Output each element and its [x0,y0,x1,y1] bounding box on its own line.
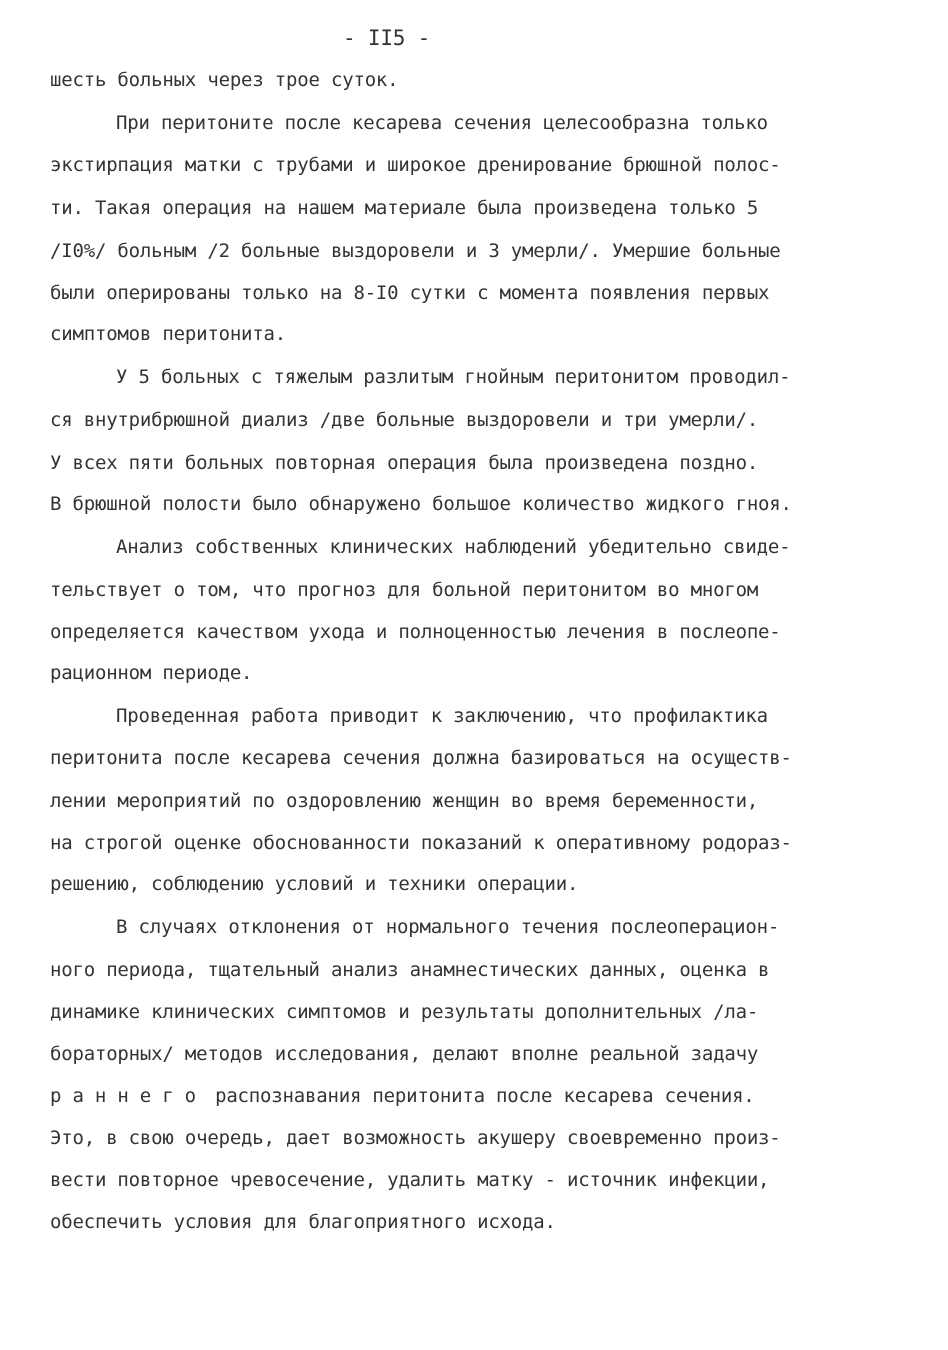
text-line: ного периода, тщательный анализ анамнестических данных, оценка в [50,959,770,981]
text-line: определяется качеством ухода и полноценностью лечения в послеопе- [50,621,781,643]
text-line: При перитоните после кесарева сечения целесообразна только [116,112,768,134]
text-line: рационном периоде. [50,662,253,684]
text-line: /I0%/ больным /2 больные выздоровели и 3 умерли/. Умершие больные [50,240,781,262]
text-line: перитонита после кесарева сечения должна базироваться на осуществ- [50,747,792,769]
text-line: В брюшной полости было обнаружено большое количество жидкого гноя. [50,493,792,515]
text-line: В случаях отклонения от нормального течения послеоперацион- [116,916,780,938]
text-line: Анализ собственных клинических наблюдений убедительно свиде- [116,536,791,558]
text-line: лении мероприятий по оздоровлению женщин во время беременности, [50,790,759,812]
text-line: Проведенная работа приводит к заключению, что профилактика [116,705,768,727]
text-line: динамике клинических симптомов и результаты дополнительных /ла- [50,1001,759,1023]
text-segment: распознавания перитонита после кесарева сечения. [215,1085,755,1107]
text-line: шесть больных через трое суток. [50,69,399,91]
text-line: вести повторное чревосечение, удалить матку - источник инфекции, [50,1169,770,1191]
text-line: экстирпация матки с трубами и широкое дренирование брюшной полос- [50,154,781,176]
text-line: У 5 больных с тяжелым разлитым гнойным перитонитом проводил- [116,366,791,388]
text-line: ти. Такая операция на нашем материале была произведена только 5 [50,197,759,219]
text-line-with-emphasis [50,1084,755,1108]
text-line: решению, соблюдению условий и техники операции. [50,873,579,895]
text-line: Это, в свою очередь, дает возможность акушеру своевременно произ- [50,1127,781,1149]
text-line: обеспечить условия для благоприятного исхода. [50,1211,556,1233]
text-line: ся внутрибрюшной диализ /две больные выздоровели и три умерли/. [50,409,759,431]
emphasized-word: раннего [50,1085,208,1107]
text-line: были оперированы только на 8-I0 сутки с момента появления первых [50,282,770,304]
text-line: бораторных/ методов исследования, делают вполне реальной задачу [50,1043,759,1065]
text-line: симптомов перитонита. [50,323,287,345]
text-line: на строгой оценке обоснованности показаний к оперативному родораз- [50,832,792,854]
text-line: У всех пяти больных повторная операция была произведена поздно. [50,452,759,474]
page-number: - II5 - [343,26,431,50]
text-line: тельствует о том, что прогноз для больной перитонитом во многом [50,579,759,601]
